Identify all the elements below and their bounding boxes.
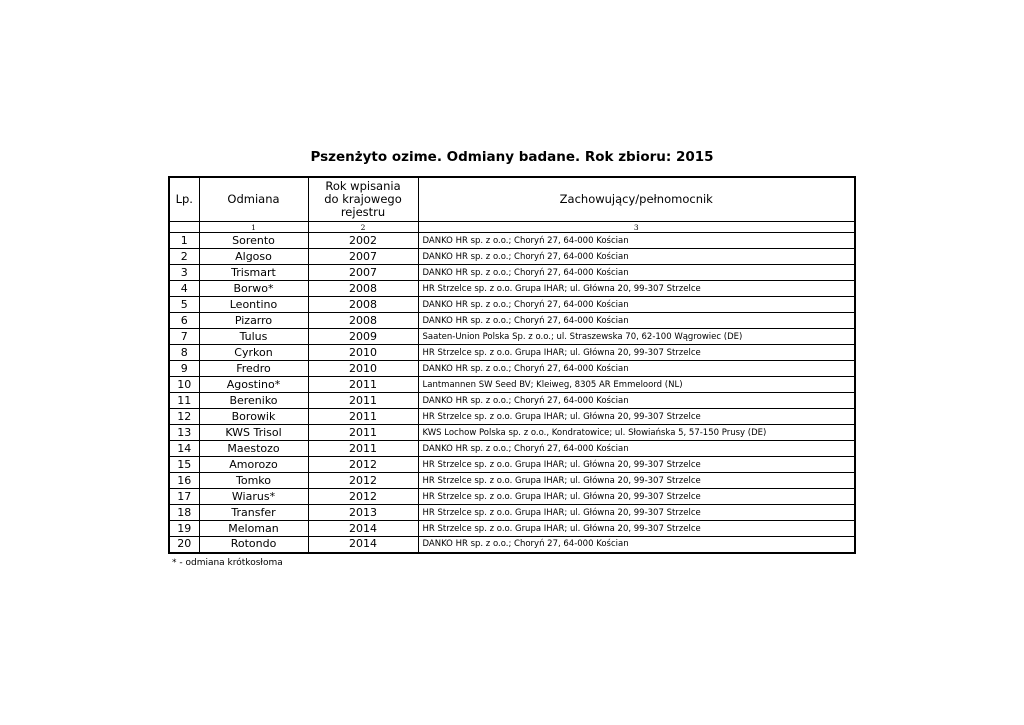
cell-lp: 18 [169, 505, 199, 521]
cell-zachowujacy: HR Strzelce sp. z o.o. Grupa IHAR; ul. Główna 20, 99-307 Strzelce [418, 409, 855, 425]
cell-rok: 2012 [308, 473, 418, 489]
cell-lp: 17 [169, 489, 199, 505]
cell-lp: 11 [169, 393, 199, 409]
cell-zachowujacy: DANKO HR sp. z o.o.; Choryń 27, 64-000 Kościan [418, 393, 855, 409]
cell-rok: 2008 [308, 297, 418, 313]
cell-lp: 19 [169, 521, 199, 537]
table-row [169, 313, 855, 329]
table-row [169, 345, 855, 361]
cell-odmiana: Borowik [199, 409, 308, 425]
cell-odmiana: Fredro [199, 361, 308, 377]
cell-lp: 16 [169, 473, 199, 489]
cell-lp: 12 [169, 409, 199, 425]
cell-rok: 2007 [308, 265, 418, 281]
cell-rok: 2011 [308, 377, 418, 393]
cell-lp: 3 [169, 265, 199, 281]
cell-rok: 2007 [308, 249, 418, 265]
table-row [169, 329, 855, 345]
column-number-1: 1 [199, 222, 308, 233]
cell-odmiana: Rotondo [199, 537, 308, 553]
cell-lp: 9 [169, 361, 199, 377]
cell-odmiana: Sorento [199, 233, 308, 249]
cell-odmiana: Maestozo [199, 441, 308, 457]
cell-rok: 2002 [308, 233, 418, 249]
cell-odmiana: KWS Trisol [199, 425, 308, 441]
header-rok-line2: do krajowego [324, 192, 402, 206]
cell-odmiana: Leontino [199, 297, 308, 313]
table-row [169, 233, 855, 249]
cell-rok: 2008 [308, 313, 418, 329]
cell-odmiana: Wiarus* [199, 489, 308, 505]
table-row [169, 281, 855, 297]
cell-odmiana: Pizarro [199, 313, 308, 329]
column-number-2: 2 [308, 222, 418, 233]
cell-lp: 4 [169, 281, 199, 297]
cell-rok: 2010 [308, 345, 418, 361]
cell-lp: 15 [169, 457, 199, 473]
cell-zachowujacy: DANKO HR sp. z o.o.; Choryń 27, 64-000 Kościan [418, 441, 855, 457]
cell-odmiana: Agostino* [199, 377, 308, 393]
header-odmiana: Odmiana [199, 177, 308, 222]
cell-rok: 2014 [308, 521, 418, 537]
cell-zachowujacy: KWS Lochow Polska sp. z o.o., Kondratowice; ul. Słowiańska 5, 57-150 Prusy (DE) [418, 425, 855, 441]
cell-lp: 14 [169, 441, 199, 457]
cell-zachowujacy: DANKO HR sp. z o.o.; Choryń 27, 64-000 Kościan [418, 361, 855, 377]
cell-lp: 1 [169, 233, 199, 249]
cell-lp: 8 [169, 345, 199, 361]
table-row [169, 425, 855, 441]
cell-lp: 6 [169, 313, 199, 329]
table-row [169, 361, 855, 377]
cell-zachowujacy: DANKO HR sp. z o.o.; Choryń 27, 64-000 Kościan [418, 537, 855, 553]
table-row [169, 457, 855, 473]
cell-zachowujacy: HR Strzelce sp. z o.o. Grupa IHAR; ul. Główna 20, 99-307 Strzelce [418, 345, 855, 361]
cell-zachowujacy: DANKO HR sp. z o.o.; Choryń 27, 64-000 Kościan [418, 265, 855, 281]
header-rok-line3: rejestru [340, 205, 386, 219]
cell-zachowujacy: HR Strzelce sp. z o.o. Grupa IHAR; ul. Główna 20, 99-307 Strzelce [418, 505, 855, 521]
table-row [169, 409, 855, 425]
cell-zachowujacy: HR Strzelce sp. z o.o. Grupa IHAR; ul. Główna 20, 99-307 Strzelce [418, 521, 855, 537]
cell-odmiana: Transfer [199, 505, 308, 521]
column-number-empty [169, 222, 199, 233]
cell-zachowujacy: Lantmannen SW Seed BV; Kleiweg, 8305 AR Emmeloord (NL) [418, 377, 855, 393]
table-row [169, 473, 855, 489]
cell-odmiana: Borwo* [199, 281, 308, 297]
cell-rok: 2012 [308, 489, 418, 505]
cell-rok: 2009 [308, 329, 418, 345]
header-zachowujacy: Zachowujący/pełnomocnik [418, 177, 855, 222]
cell-odmiana: Cyrkon [199, 345, 308, 361]
column-number-row [169, 222, 855, 233]
cell-rok: 2014 [308, 537, 418, 553]
cell-zachowujacy: DANKO HR sp. z o.o.; Choryń 27, 64-000 Kościan [418, 313, 855, 329]
cell-zachowujacy: HR Strzelce sp. z o.o. Grupa IHAR; ul. Główna 20, 99-307 Strzelce [418, 473, 855, 489]
cell-rok: 2011 [308, 425, 418, 441]
varieties-table [168, 176, 856, 554]
cell-zachowujacy: Saaten-Union Polska Sp. z o.o.; ul. Straszewska 70, 62-100 Wągrowiec (DE) [418, 329, 855, 345]
table-row [169, 489, 855, 505]
table-row [169, 393, 855, 409]
cell-lp: 2 [169, 249, 199, 265]
cell-zachowujacy: HR Strzelce sp. z o.o. Grupa IHAR; ul. Główna 20, 99-307 Strzelce [418, 489, 855, 505]
cell-rok: 2011 [308, 409, 418, 425]
cell-zachowujacy: HR Strzelce sp. z o.o. Grupa IHAR; ul. Główna 20, 99-307 Strzelce [418, 281, 855, 297]
cell-odmiana: Algoso [199, 249, 308, 265]
footnote: * - odmiana krótkosłoma [172, 558, 283, 568]
table-row [169, 505, 855, 521]
cell-rok: 2008 [308, 281, 418, 297]
table-row [169, 521, 855, 537]
cell-zachowujacy: DANKO HR sp. z o.o.; Choryń 27, 64-000 Kościan [418, 233, 855, 249]
cell-zachowujacy: HR Strzelce sp. z o.o. Grupa IHAR; ul. Główna 20, 99-307 Strzelce [418, 457, 855, 473]
cell-odmiana: Tomko [199, 473, 308, 489]
cell-zachowujacy: DANKO HR sp. z o.o.; Choryń 27, 64-000 Kościan [418, 297, 855, 313]
cell-lp: 5 [169, 297, 199, 313]
cell-lp: 20 [169, 537, 199, 553]
table-row [169, 377, 855, 393]
cell-lp: 10 [169, 377, 199, 393]
cell-zachowujacy: DANKO HR sp. z o.o.; Choryń 27, 64-000 Kościan [418, 249, 855, 265]
cell-odmiana: Bereniko [199, 393, 308, 409]
cell-rok: 2011 [308, 441, 418, 457]
table-row [169, 441, 855, 457]
table-row [169, 537, 855, 553]
column-number-3: 3 [418, 222, 855, 233]
cell-odmiana: Trismart [199, 265, 308, 281]
page-title: Pszenżyto ozime. Odmiany badane. Rok zbioru: 2015 [310, 149, 714, 165]
header-row [169, 177, 855, 222]
cell-rok: 2010 [308, 361, 418, 377]
cell-rok: 2012 [308, 457, 418, 473]
header-rok-line1: Rok wpisania [325, 179, 401, 193]
cell-odmiana: Meloman [199, 521, 308, 537]
cell-lp: 7 [169, 329, 199, 345]
cell-rok: 2013 [308, 505, 418, 521]
table-row [169, 265, 855, 281]
table-body [169, 233, 855, 553]
header-lp: Lp. [169, 177, 199, 222]
cell-odmiana: Amorozo [199, 457, 308, 473]
cell-odmiana: Tulus [199, 329, 308, 345]
table-row [169, 249, 855, 265]
header-rok [308, 177, 418, 222]
cell-rok: 2011 [308, 393, 418, 409]
cell-lp: 13 [169, 425, 199, 441]
table-row [169, 297, 855, 313]
